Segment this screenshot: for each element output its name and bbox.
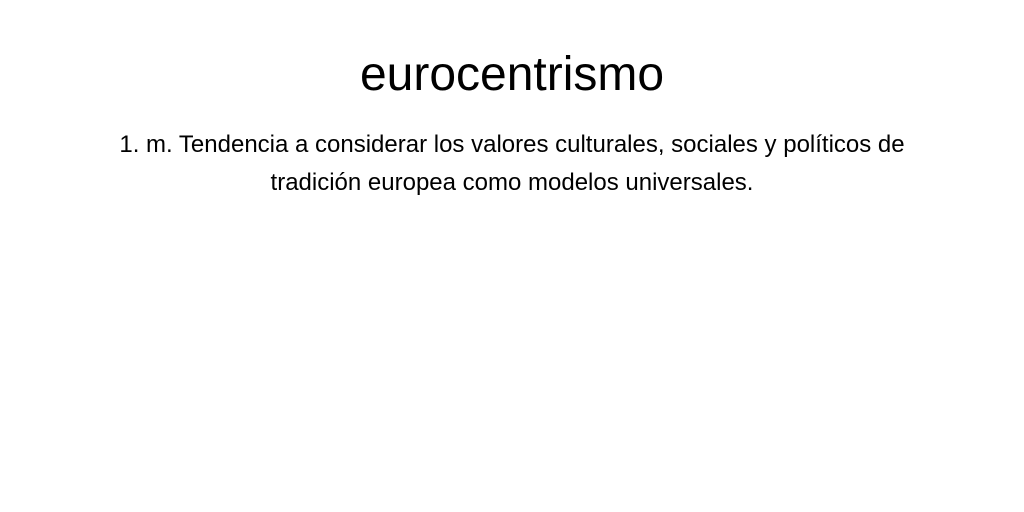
dictionary-entry <box>0 0 1024 202</box>
definition-text: 1. m. Tendencia a considerar los valores culturales, sociales y políticos de tradición europea como modelos universales. <box>119 131 905 196</box>
headword: eurocentrismo <box>359 48 665 101</box>
